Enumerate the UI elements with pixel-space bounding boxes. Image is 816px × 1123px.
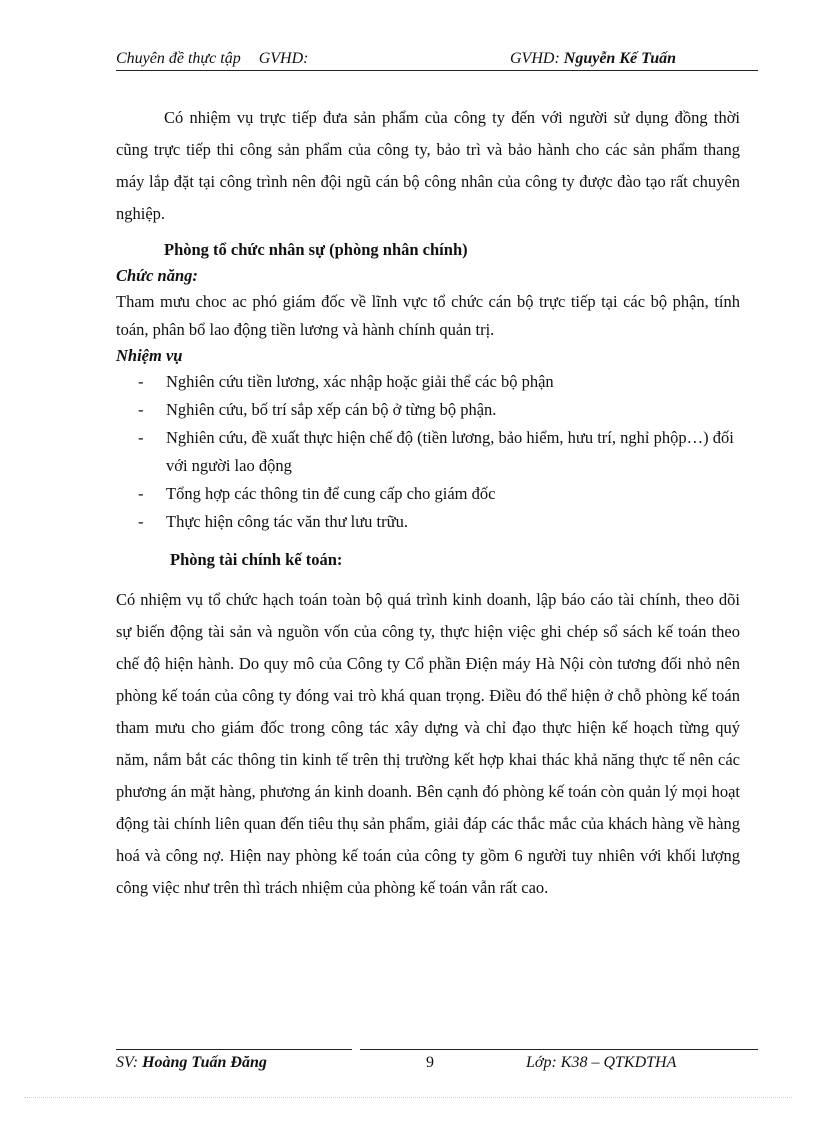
list-item (116, 508, 740, 536)
page-body (116, 102, 740, 904)
finance-paragraph: Có nhiệm vụ tổ chức hạch toán toàn bộ quá trình kinh doanh, lập báo cáo tài chính, theo dõi sự biến động tài sản và nguồn vốn của công ty, thực hiện việc ghi chép sổ sách kế toán theo chế độ hiện hành. Do quy mô của Công ty Cổ phần Điện máy Hà Nội còn tương đối nhỏ nên phòng kế toán của công ty đóng vai trò khá quan trọng. Điều đó thể hiện ở chỗ phòng kế toán tham mưu cho giám đốc trong công tác xây dựng và chỉ đạo thực hiện kế hoạch từng quý năm, nắm bắt các thông tin kinh tế trên thị trường kết hợp khai thác khả năng thực tế nên các phương án mặt hàng, phương án kinh doanh. Bên cạnh đó phòng kế toán còn quản lý mọi hoạt động tài chính liên quan đến tiêu thụ sản phẩm, giải đáp các thắc mắc của khách hàng về hàng hoá và công nợ. Hiện nay phòng kế toán của công ty gồm 6 người tuy nhiên với khối lượng công việc như trên thì trách nhiệm của phòng kế toán vẫn rất cao. (116, 590, 740, 897)
header-gvhd-label: GVHD: (510, 50, 560, 67)
footer-student (116, 1054, 267, 1072)
finance-section-title: Phòng tài chính kế toán: (170, 550, 343, 569)
intro-paragraph: Có nhiệm vụ trực tiếp đưa sản phẩm của công ty đến với người sử dụng đồng thời cũng trực tiếp thi công sản phẩm của công ty, bảo trì và bảo hành cho các sản phẩm thang máy lắp đặt tại công trình nên đội ngũ cán bộ công nhân của công ty được đào tạo rất chuyên nghiệp. (116, 108, 740, 223)
footer-student-name: Hoàng Tuấn Đăng (142, 1054, 267, 1071)
page-number: 9 (426, 1054, 434, 1071)
hr-duty-label: Nhiệm vụ (116, 346, 183, 365)
bullet-dash-icon: - (138, 484, 144, 503)
header-advisor-name: Nguyễn Kế Tuấn (563, 50, 677, 67)
footer-sv-label: SV: (116, 1054, 139, 1071)
duty-text: Thực hiện công tác văn thư lưu trữu. (166, 512, 408, 531)
footer-class: Lớp: K38 – QTKDTHA (526, 1054, 677, 1071)
hr-function-label: Chức năng: (116, 266, 198, 285)
bullet-dash-icon: - (138, 512, 144, 531)
list-item (116, 368, 740, 396)
duty-text: Nghiên cứu, đề xuất thực hiện chế độ (tiền lương, bảo hiểm, hưu trí, nghỉ phộp…) đối với người lao động (166, 428, 734, 475)
footer-rule-gap (352, 1049, 360, 1051)
list-item (116, 424, 740, 480)
list-item (116, 480, 740, 508)
duty-text: Tổng hợp các thông tin để cung cấp cho giám đốc (166, 484, 496, 503)
bullet-dash-icon: - (138, 428, 144, 447)
header-right (510, 50, 676, 68)
bullet-dash-icon: - (138, 372, 144, 391)
duty-text: Nghiên cứu tiền lương, xác nhập hoặc giải thể các bộ phận (166, 372, 554, 391)
list-item (116, 396, 740, 424)
bullet-dash-icon: - (138, 400, 144, 419)
page-footer (116, 1049, 758, 1076)
header-topic: Chuyên đề thực tập (116, 50, 241, 67)
hr-section-title: Phòng tổ chức nhân sự (phòng nhân chính) (164, 240, 468, 259)
page-edge-divider (24, 1097, 792, 1098)
hr-duty-list (116, 368, 740, 536)
page-header (116, 48, 758, 71)
header-left-gvhd: GVHD: (258, 50, 309, 67)
hr-function-text: Tham mưu choc ac phó giám đốc về lĩnh vực tổ chức cán bộ trực tiếp tại các bộ phận, tính toán, phân bổ lao động tiền lương và hành chính quản trị. (116, 292, 740, 339)
header-left (116, 50, 308, 68)
duty-text: Nghiên cứu, bố trí sắp xếp cán bộ ở từng bộ phận. (166, 400, 497, 419)
